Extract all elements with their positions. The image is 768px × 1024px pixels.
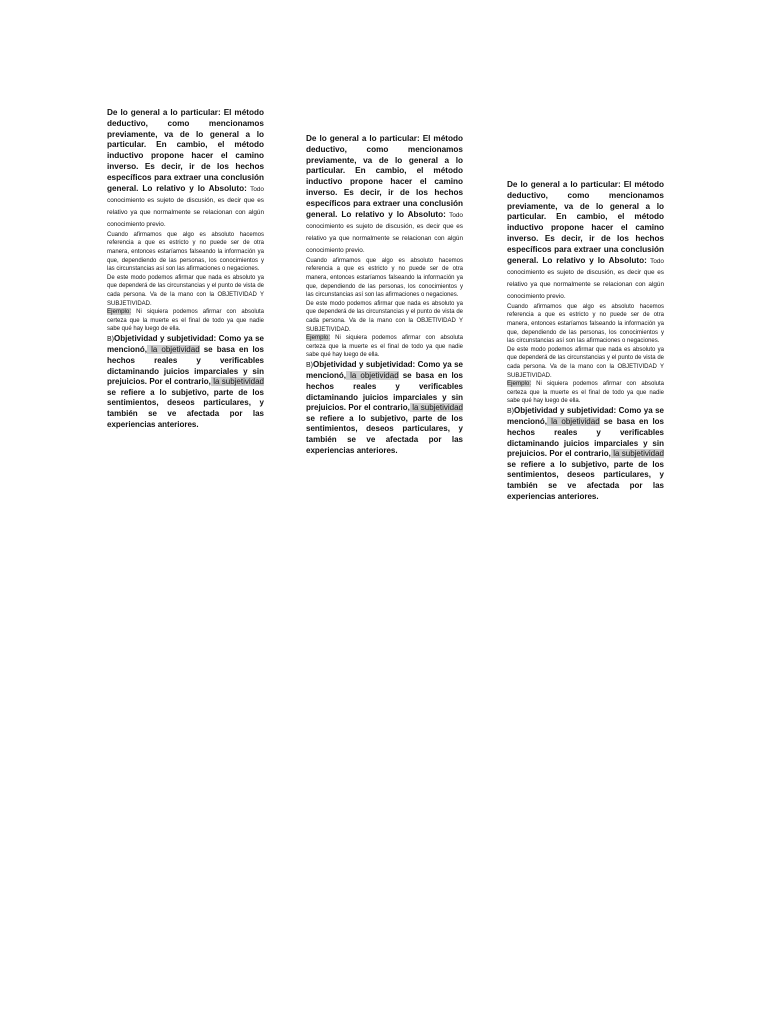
intro-plain-text: Todo conocimiento es sujeto de discusión, es decir que es relativo ya que normalmente se relacionan con algún conocimiento previo. — [507, 257, 664, 300]
objetividad-paragraph — [306, 360, 463, 456]
section-numeral: B) — [507, 407, 514, 415]
intro-plain-text: Todo conocimiento es sujeto de discusión, es decir que es relativo ya que normalmente se relacionan con algún conocimiento previo. — [306, 211, 463, 254]
ejemplo-text: Ni siquiera podemos afirmar con absoluta certeza que la muerte es el final de todo ya que nadie sabe qué hay luego de ella. — [507, 381, 664, 405]
text-column-1 — [107, 108, 264, 430]
objetividad-highlight: la objetividad — [547, 417, 600, 427]
section-numeral: B) — [107, 335, 114, 343]
section-numeral: B) — [306, 361, 313, 369]
intro-plain-text: Todo conocimiento es sujeto de discusión, es decir que es relativo ya que normalmente se relacionan con algún conocimiento previo. — [107, 185, 264, 228]
objetividad-paragraph — [107, 334, 264, 430]
ejemplo-label: Ejemplo: — [507, 380, 532, 388]
absoluto-paragraph: Cuando afirmamos que algo es absoluto hacemos referencia a que es estricto y no puede ser de otra manera, entonces estaríamos falseando la información ya que, dependiendo de las personas, los conocimientos y las circunstancias así son las afirmaciones o negaciones. — [507, 303, 664, 345]
objetividad-highlight: la objetividad — [147, 345, 200, 355]
modo-paragraph: De este modo podemos afirmar que nada es absoluto ya que dependerá de las circunstancias y el punto de vista de cada persona. Va de la mano con la OBJETIVIDAD Y SUBJETIVIDAD. — [507, 346, 664, 379]
objetividad-text-2: se basa en los hechos reales y verificables dictaminando juicios imparciales y sin prejuicios. Por el contrario, — [107, 345, 265, 387]
text-column-3 — [507, 180, 664, 502]
subjetividad-highlight: la subjetividad — [610, 449, 664, 459]
objetividad-paragraph — [507, 406, 664, 502]
absoluto-paragraph: Cuando afirmamos que algo es absoluto hacemos referencia a que es estricto y no puede ser de otra manera, entonces estaríamos falseando la información ya que, dependiendo de las personas, los conocimientos y las circunstancias así son las afirmaciones o negaciones. — [107, 231, 264, 273]
absoluto-paragraph: Cuando afirmamos que algo es absoluto hacemos referencia a que es estricto y no puede ser de otra manera, entonces estaríamos falseando la información ya que, dependiendo de las personas, los conocimientos y las circunstancias así son las afirmaciones o negaciones. — [306, 257, 463, 299]
subjetividad-highlight: la subjetividad — [409, 403, 463, 413]
ejemplo-paragraph — [306, 334, 463, 360]
objetividad-text-3: se refiere a lo subjetivo, parte de los sentimientos, deseos particulares, y también se ve afectada por las experiencias anteriores. — [507, 459, 664, 501]
objetividad-highlight: la objetividad — [346, 371, 399, 381]
modo-paragraph: De este modo podemos afirmar que nada es absoluto ya que dependerá de las circunstancias y el punto de vista de cada persona. Va de la mano con la OBJETIVIDAD Y SUBJETIVIDAD. — [107, 274, 264, 307]
objetividad-text-3: se refiere a lo subjetivo, parte de los sentimientos, deseos particulares, y también se ve afectada por las experiencias anteriores. — [107, 387, 264, 429]
objetividad-text-1: Objetividad y subjetividad: Como ya se mencionó, — [507, 405, 664, 427]
text-column-2 — [306, 134, 463, 456]
modo-paragraph: De este modo podemos afirmar que nada es absoluto ya que dependerá de las circunstancias y el punto de vista de cada persona. Va de la mano con la OBJETIVIDAD Y SUBJETIVIDAD. — [306, 300, 463, 333]
objetividad-text-2: se basa en los hechos reales y verificables dictaminando juicios imparciales y sin prejuicios. Por el contrario, — [306, 371, 464, 413]
intro-paragraph — [306, 134, 463, 257]
objetividad-text-1: Objetividad y subjetividad: Como ya se mencionó, — [107, 333, 264, 355]
intro-paragraph — [507, 180, 664, 303]
ejemplo-label: Ejemplo: — [306, 334, 331, 342]
ejemplo-text: Ni siquiera podemos afirmar con absoluta certeza que la muerte es el final de todo ya que nadie sabe qué hay luego de ella. — [107, 309, 264, 333]
ejemplo-label: Ejemplo: — [107, 308, 132, 316]
objetividad-text-1: Objetividad y subjetividad: Como ya se mencionó, — [306, 359, 463, 381]
intro-paragraph — [107, 108, 264, 231]
intro-bold-text: De lo general a lo particular: El método deductivo, como mencionamos previamente, va de lo general a lo particular. En cambio, el método inductivo propone hacer el camino inverso. Es decir, ir de los hechos específicos para extraer una conclusión general. Lo relativo y lo Absoluto: — [507, 180, 664, 265]
ejemplo-paragraph — [107, 308, 264, 334]
objetividad-text-2: se basa en los hechos reales y verificables dictaminando juicios imparciales y sin prejuicios. Por el contrario, — [507, 417, 665, 459]
subjetividad-highlight: la subjetividad — [210, 377, 264, 387]
intro-bold-text: De lo general a lo particular: El método deductivo, como mencionamos previamente, va de lo general a lo particular. En cambio, el método inductivo propone hacer el camino inverso. Es decir, ir de los hechos específicos para extraer una conclusión general. Lo relativo y lo Absoluto: — [306, 134, 463, 219]
ejemplo-paragraph — [507, 380, 664, 406]
intro-bold-text: De lo general a lo particular: El método deductivo, como mencionamos previamente, va de lo general a lo particular. En cambio, el método inductivo propone hacer el camino inverso. Es decir, ir de los hechos específicos para extraer una conclusión general. Lo relativo y lo Absoluto: — [107, 108, 264, 193]
objetividad-text-3: se refiere a lo subjetivo, parte de los sentimientos, deseos particulares, y también se ve afectada por las experiencias anteriores. — [306, 413, 463, 455]
ejemplo-text: Ni siquiera podemos afirmar con absoluta certeza que la muerte es el final de todo ya que nadie sabe qué hay luego de ella. — [306, 335, 463, 359]
